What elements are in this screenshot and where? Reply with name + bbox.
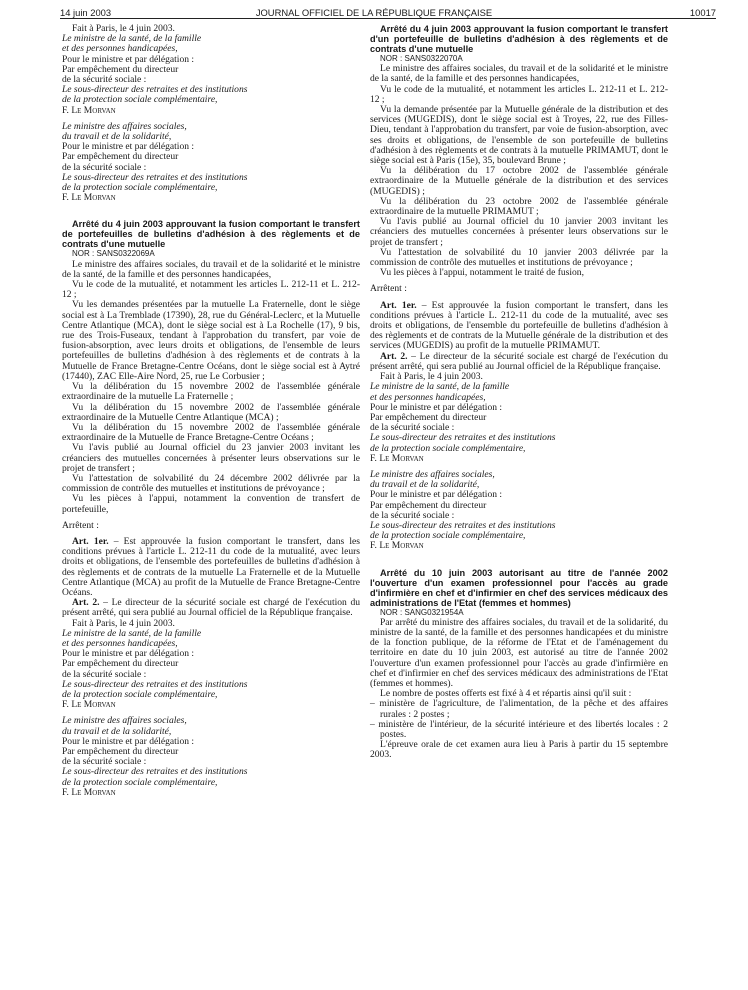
sig-line: Pour le ministre et par délégation : (62, 141, 195, 153)
signatory-name: F. Le Morvan (62, 786, 116, 798)
article-label: Art. 1er. (72, 535, 109, 547)
nor-reference: NOR : SANG0321954A (380, 607, 464, 617)
sig-line: de la protection sociale complémentaire, (62, 688, 218, 700)
signature-block (370, 470, 668, 552)
sig-line: Le ministre de la santé, de la famille (370, 381, 510, 393)
sig-line: Par empêchement du directeur (370, 411, 487, 423)
sig-line: de la sécurité sociale : (62, 161, 147, 173)
paragraph: Le ministre des affaires sociales, du travail et de la solidarité et le ministre de la santé, de la famille et des personnes handicapées, (62, 258, 360, 280)
paragraph: Vu la délibération du 15 novembre 2002 de l'assemblée générale extraordinaire de la Mutuelle Centre Atlantique (MCA) ; (62, 401, 360, 423)
header-date: 14 juin 2003 (60, 7, 112, 18)
sig-line: de la sécurité sociale : (62, 668, 147, 680)
journal-title: JOURNAL OFFICIEL DE LA RÉPUBLIQUE FRANÇAISE (255, 7, 493, 18)
sig-line: Le sous-directeur des retraites et des institutions (62, 84, 248, 96)
paragraph: Vu le code de la mutualité, et notamment les articles L. 212-11 et L. 212-12 ; (62, 279, 360, 301)
paragraph: Vu la délibération du 15 novembre 2002 de l'assemblée générale extraordinaire de la mutuelle La Fraternelle ; (62, 381, 360, 403)
article-2 (370, 352, 668, 372)
right-column (370, 24, 668, 761)
paragraph: Vu l'avis publié au Journal officiel du 10 janvier 2003 invitant les créanciers des mutuelles concernées à présenter leurs observations sur le projet de transfert ; (370, 216, 668, 248)
signature-block (62, 716, 360, 798)
sig-line: de la protection sociale complémentaire, (62, 182, 218, 194)
sig-line: Par empêchement du directeur (62, 151, 179, 163)
paragraph: Vu l'attestation de solvabilité du 24 décembre 2002 délivrée par la commission de contrôle des mutuelles et institutions de prévoyance ; (62, 472, 360, 495)
sig-line: Le sous-directeur des retraites et des institutions (370, 519, 556, 531)
sig-line: du travail et de la solidarité, (62, 725, 172, 737)
signatory-name: F. Le Morvan (62, 192, 116, 204)
sig-line: Le ministre de la santé, de la famille (62, 627, 202, 639)
sig-line: de la protection sociale complémentaire, (62, 776, 218, 788)
sig-line: de la protection sociale complémentaire, (370, 530, 526, 542)
paragraph: Vu la demande présentée par la Mutuelle générale de la distribution et des services (MUGEDIS), dont le siège social est à Troyes, 22, rue des Filles-Dieu, tendant à l'approbation du transfert, par voie de fusion-absorption, avec ses droits et obligations, de l'ensemble de son portefeuille de bulletins d'adhésion à des règlements et de contrats à la mutuelle PRIMAMUT, dont le siège social est à Paris (15e), 35, boulevard Brune ; (370, 104, 668, 167)
sig-line: Le sous-directeur des retraites et des institutions (62, 678, 248, 690)
sig-line: Pour le ministre et par délégation : (62, 53, 195, 65)
signatory-name: F. Le Morvan (370, 540, 424, 552)
sig-line: et des personnes handicapées, (62, 43, 178, 55)
decree-title: Arrêté du 4 juin 2003 approuvant la fusion comportant le transfert d'un portefeuille de bulletins d'adhésion à des règlements et de contrats d'une mutuelle (370, 24, 668, 54)
article-text: – Est approuvée la fusion comportant le transfert, dans les conditions prévues à l'article L. 212-11 du code de la mutualité, avec leurs droits et obligations, de l'ensemble des portefeuilles de bulletins d'adhésion à des règlements et de contrats de la mutuelle La Fraternelle et de la Mutuelle Centre Atlantique (MCA) au profit de la Mutuelle de France Bretagne-Centre Océans. (62, 535, 361, 598)
page-number: 10017 (689, 7, 716, 18)
page-header (0, 4, 748, 24)
sig-line: de la sécurité sociale : (370, 422, 455, 434)
sig-line: Le sous-directeur des retraites et des institutions (62, 766, 248, 778)
sig-line: Le sous-directeur des retraites et des institutions (62, 171, 248, 183)
arretent-heading: Arrêtent : (62, 519, 99, 531)
sig-line: du travail et de la solidarité, (62, 131, 172, 143)
paragraph: Vu les pièces à l'appui, notamment la convention de transfert de portefeuille, (62, 493, 360, 515)
fait-line: Fait à Paris, le 4 juin 2003. (72, 617, 175, 629)
article-text: – Le directeur de la sécurité sociale est chargé de l'exécution du présent arrêté, qui sera publié au Journal officiel de la République française. (370, 350, 668, 372)
list-item: – ministère de l'intérieur, de la sécurité intérieure et des libertés locales : 2 postes. (370, 718, 668, 740)
sig-line: Pour le ministre et par délégation : (370, 489, 503, 501)
sig-line: du travail et de la solidarité, (370, 479, 480, 491)
sig-line: de la sécurité sociale : (62, 756, 147, 768)
article-text: – Le directeur de la sécurité sociale est chargé de l'exécution du présent arrêté, qui sera publié au Journal officiel de la République française. (62, 597, 360, 619)
sig-line: Par empêchement du directeur (62, 658, 179, 670)
signature-block (370, 382, 668, 464)
article-1 (370, 301, 668, 352)
sig-line: Le ministre de la santé, de la famille (62, 33, 202, 45)
article-text: – Est approuvée la fusion comportant le transfert, dans les conditions prévues à l'article L. 212-11 du code de la mutualité, avec ses droits et obligations, de l'ensemble du portefeuille de bulletins d'adhésion à des règlements et de contrats de la Mutuelle générale de la distribution et des services (MUGEDIS) au profit de la mutuelle PRIMAMUT. (370, 299, 669, 352)
article-label: Art. 1er. (380, 299, 417, 311)
paragraph: Par arrêté du ministre des affaires sociales, du travail et de la solidarité, du ministre de la santé, de la famille et des personnes handicapées et du ministre de la fonction publique, de la réforme de l'Etat et de l'aménagement du territoire en date du 10 juin 2003, est autorisé au titre de l'année 2002 l'ouverture d'un examen professionnel pour l'accès au grade d'infirmière en chef et d'infirmier en chef des services médicaux des administrations de l'Etat (femmes et hommes). (370, 616, 668, 689)
article-1 (62, 537, 360, 598)
sig-line: Le sous-directeur des retraites et des institutions (370, 432, 556, 444)
header-rule (60, 18, 716, 19)
article-label: Art. 2. (380, 350, 408, 362)
sig-line: Par empêchement du directeur (62, 746, 179, 757)
list-item: – ministère de l'agriculture, de l'alimentation, de la pêche et des affaires rurales : 2 postes ; (370, 698, 668, 720)
signature-block (62, 629, 360, 711)
signature-block (62, 34, 360, 116)
sig-line: Le ministre des affaires sociales, (370, 468, 495, 480)
decree-title: Arrêté du 10 juin 2003 autorisant au titre de l'année 2002 l'ouverture d'un examen professionnel pour l'accès au grade d'infirmière en chef et d'infirmier en chef des services médicaux des administrations de l'Etat (femmes et hommes) (370, 567, 668, 608)
paragraph: Le nombre de postes offerts est fixé à 4 et répartis ainsi qu'il suit : (380, 688, 632, 700)
sig-line: Le ministre des affaires sociales, (62, 715, 187, 727)
fait-line: Fait à Paris, le 4 juin 2003. (380, 371, 483, 383)
paragraph: Le ministre des affaires sociales, du travail et de la solidarité et le ministre de la santé, de la famille et des personnes handicapées, (370, 63, 668, 85)
article-label: Art. 2. (72, 597, 100, 609)
sig-line: Pour le ministre et par délégation : (62, 648, 195, 660)
signatory-name: F. Le Morvan (370, 452, 424, 464)
paragraph: L'épreuve orale de cet examen aura lieu à Paris à partir du 15 septembre 2003. (370, 739, 668, 761)
nor-reference: NOR : SANS0322070A (380, 54, 463, 63)
sig-line: de la protection sociale complémentaire, (62, 94, 218, 106)
paragraph: Vu l'avis publié au Journal officiel du 23 janvier 2003 invitant les créanciers des mutuelles concernées à présenter leurs observations sur le projet de transfert ; (62, 442, 360, 474)
arretent-heading: Arrêtent : (370, 283, 407, 295)
fait-line: Fait à Paris, le 4 juin 2003. (72, 23, 175, 34)
paragraph: Vu la délibération du 17 octobre 2002 de l'assemblée générale extraordinaire de la Mutuelle générale de la distribution et des services (MUGEDIS) ; (370, 165, 668, 197)
sig-line: de la sécurité sociale : (62, 74, 147, 86)
paragraph: Vu les pièces à l'appui, notamment le traité de fusion, (380, 267, 584, 279)
paragraph: Vu les demandes présentées par la mutuelle La Fraternelle, dont le siège social est à La Tremblade (17390), 28, rue du Général-Leclerc, et la Mutuelle Centre Atlantique (MCA), dont le siège social est à La Rochelle (17), 9 bis, rue des Trois-Fuseaux, tendant à l'approbation du transfert, par voie de fusion-absorption, avec leurs droits et obligations, de l'ensemble de leurs portefeuilles de bulletins d'adhésion à des règlements et de contrats à la Mutuelle de France Bretagne-Centre Océans, dont le siège social est à Aytré (17440), ZAC Elle-Aire Nord, 25, rue Le Corbusier ; (62, 299, 360, 382)
sig-line: et des personnes handicapées, (62, 637, 178, 649)
paragraph: Vu l'attestation de solvabilité du 10 janvier 2003 délivrée par la commission de contrôle des mutuelles et institutions de prévoyance ; (370, 246, 668, 269)
signatory-name: F. Le Morvan (62, 104, 116, 116)
nor-reference: NOR : SANS0322069A (72, 249, 155, 259)
paragraph: Vu le code de la mutualité, et notamment les articles L. 212-11 et L. 212-12 ; (370, 83, 668, 105)
article-2 (62, 598, 360, 618)
decree-title: Arrêté du 4 juin 2003 approuvant la fusion comportant le transfert de portefeuilles de bulletins d'adhésion à des règlements et de contrats d'une mutuelle (62, 219, 360, 250)
sig-line: de la protection sociale complémentaire, (370, 442, 526, 454)
paragraph: Vu la délibération du 23 octobre 2002 de l'assemblée générale extraordinaire de la mutuelle PRIMAMUT ; (370, 195, 668, 218)
sig-line: Par empêchement du directeur (62, 63, 179, 75)
sig-line: Par empêchement du directeur (370, 499, 487, 511)
sig-line: de la sécurité sociale : (370, 509, 455, 521)
sig-line: et des personnes handicapées, (370, 391, 486, 403)
sig-line: Pour le ministre et par délégation : (62, 735, 195, 747)
sig-line: Pour le ministre et par délégation : (370, 401, 503, 413)
paragraph: Vu la délibération du 15 novembre 2002 de l'assemblée générale extraordinaire de la Mutuelle de France Bretagne-Centre Océans ; (62, 421, 360, 444)
signatory-name: F. Le Morvan (62, 699, 116, 711)
sig-line: Le ministre des affaires sociales, (62, 120, 187, 132)
signature-block (62, 122, 360, 204)
left-column (62, 24, 360, 798)
